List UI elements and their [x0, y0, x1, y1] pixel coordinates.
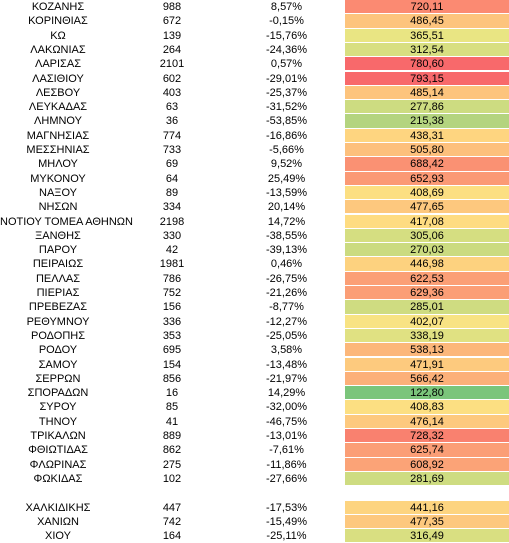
value-cell: 629,36: [345, 286, 509, 300]
region-name-cell: ΠΙΕΡΙΑΣ: [36, 287, 80, 299]
percent-change-cell: -17,53%: [266, 501, 307, 514]
percent-change-cell: -15,49%: [266, 515, 307, 528]
count-cell: 742: [162, 515, 182, 528]
value-cell: 728,32: [345, 429, 509, 443]
table-row: [0, 243, 509, 257]
percent-change-cell: -13,59%: [266, 186, 307, 199]
table-row: [0, 100, 509, 114]
table-row: [0, 14, 509, 28]
region-name-cell: ΤΗΝΟΥ: [38, 415, 78, 428]
count-cell: 695: [162, 344, 182, 357]
percent-change-cell: 25,49%: [267, 172, 306, 185]
count-cell: 164: [162, 530, 182, 543]
percent-change-cell: -31,52%: [266, 101, 307, 114]
table-row: [0, 157, 509, 171]
region-name-cell: ΠΑΡΟΥ: [38, 244, 78, 257]
percent-change-cell: -13,01%: [266, 430, 307, 442]
count-cell: 336: [162, 315, 182, 328]
value-cell: 608,92: [345, 458, 509, 472]
percent-change-cell: 0,46%: [270, 258, 303, 271]
region-name-cell: ΦΛΩΡΙΝΑΣ: [29, 458, 87, 471]
percent-change-cell: [228, 486, 345, 500]
table-row: [0, 215, 509, 229]
table-row: [0, 472, 509, 486]
count-cell: 154: [162, 358, 182, 371]
region-name-cell: ΣΑΜΟΥ: [38, 358, 78, 371]
region-name-cell: ΜΥΚΟΝΟΥ: [30, 172, 86, 185]
table-row: [0, 358, 509, 372]
region-name-cell: ΡΕΘΥΜΝΟΥ: [26, 315, 90, 328]
table-row: [0, 72, 509, 86]
table-row: [0, 315, 509, 329]
percent-change-cell: -39,13%: [266, 244, 307, 257]
value-cell: 365,51: [345, 29, 509, 43]
table-row: [0, 57, 509, 71]
percent-change-cell: -7,61%: [269, 444, 304, 457]
percent-change-cell: -8,77%: [269, 301, 304, 314]
value-cell: 277,86: [345, 100, 509, 114]
count-cell: 264: [162, 43, 182, 56]
table-row: [0, 29, 509, 43]
region-name-cell: ΧΑΝΙΩΝ: [37, 515, 79, 528]
percent-change-cell: -13,48%: [266, 358, 307, 371]
value-cell: 688,42: [345, 157, 509, 171]
region-name-cell: ΚΩ: [50, 29, 66, 42]
table-row: [0, 0, 509, 14]
value-cell: 338,19: [345, 329, 509, 343]
percent-change-cell: -29,01%: [266, 72, 307, 85]
percent-change-cell: -15,76%: [266, 29, 307, 42]
percent-change-cell: -24,36%: [266, 43, 307, 56]
percent-change-cell: -25,37%: [266, 86, 307, 99]
percent-change-cell: -32,00%: [266, 401, 307, 414]
count-cell: 330: [162, 229, 182, 242]
percent-change-cell: -53,85%: [266, 115, 307, 128]
value-cell: 438,31: [345, 129, 509, 143]
table-row: [0, 200, 509, 214]
count-cell: 602: [162, 72, 182, 85]
percent-change-cell: -21,26%: [266, 287, 307, 299]
value-cell: 486,45: [345, 14, 509, 28]
table-row: [0, 529, 509, 543]
count-cell: 988: [162, 1, 182, 13]
value-cell: 793,15: [345, 72, 509, 86]
count-cell: 447: [162, 501, 182, 514]
count-cell: 353: [162, 329, 182, 342]
region-name-cell: ΧΑΛΚΙΔΙΚΗΣ: [25, 501, 91, 514]
table-row: [0, 515, 509, 529]
table-row: [0, 486, 509, 500]
table-row: [0, 329, 509, 343]
value-cell: 316,49: [345, 529, 509, 543]
region-name-cell: ΛΗΜΝΟΥ: [34, 115, 82, 128]
value-cell: 215,38: [345, 114, 509, 128]
table-row: [0, 229, 509, 243]
region-name-cell: ΣΠΟΡΑΔΩΝ: [27, 387, 89, 400]
region-name-cell: ΣΥΡΟΥ: [39, 401, 77, 414]
count-cell: 856: [162, 372, 182, 385]
value-cell: 285,01: [345, 300, 509, 314]
percent-change-cell: -27,66%: [266, 472, 307, 485]
region-name-cell: ΡΟΔΟΠΗΣ: [30, 329, 86, 342]
percent-change-cell: -5,66%: [269, 144, 304, 156]
table-row: [0, 415, 509, 429]
percent-change-cell: -11,86%: [266, 458, 307, 471]
table-row: [0, 286, 509, 300]
region-name-cell: ΠΕΛΛΑΣ: [35, 272, 81, 285]
percent-change-cell: -0,15%: [269, 15, 304, 28]
value-cell: 305,06: [345, 229, 509, 243]
region-name-cell: ΡΟΔΟΥ: [38, 344, 78, 357]
table-row: [0, 429, 509, 443]
region-name-cell: ΤΡΙΚΑΛΩΝ: [30, 430, 86, 442]
value-cell: 281,69: [345, 472, 509, 486]
region-name-cell: ΧΙΟΥ: [45, 530, 71, 543]
count-cell: 16: [165, 387, 179, 400]
percent-change-cell: -25,11%: [266, 530, 307, 543]
percent-change-cell: -12,27%: [266, 315, 307, 328]
table-row: [0, 43, 509, 57]
percent-change-cell: 8,57%: [270, 1, 303, 13]
table-row: [0, 272, 509, 286]
table-row: [0, 372, 509, 386]
value-cell: 538,13: [345, 343, 509, 357]
value-cell: 471,91: [345, 358, 509, 372]
region-name-cell: ΜΗΛΟΥ: [38, 158, 78, 171]
table-row: [0, 386, 509, 400]
count-cell: 2101: [159, 58, 185, 71]
table-row: [0, 172, 509, 186]
region-name-cell: ΠΡΕΒΕΖΑΣ: [28, 301, 88, 314]
region-name-cell: ΝΑΞΟΥ: [39, 186, 77, 199]
count-cell: 41: [165, 415, 179, 428]
count-cell: 64: [165, 172, 179, 185]
value-cell: 408,83: [345, 400, 509, 414]
value-cell: 485,14: [345, 86, 509, 100]
region-name-cell: [0, 486, 116, 500]
percent-change-cell: -25,05%: [266, 329, 307, 342]
value-cell: 122,80: [345, 386, 509, 400]
count-cell: 156: [162, 301, 182, 314]
count-cell: 139: [162, 29, 182, 42]
count-cell: 1981: [159, 258, 185, 271]
region-name-cell: ΣΕΡΡΩΝ: [35, 372, 81, 385]
value-cell: 652,93: [345, 172, 509, 186]
table-row: [0, 458, 509, 472]
table-row: [0, 300, 509, 314]
region-name-cell: ΝΟΤΙΟΥ ΤΟΜΕΑ ΑΘΗΝΩΝ: [0, 215, 133, 228]
region-name-cell: ΛΕΥΚΑΔΑΣ: [28, 101, 88, 114]
percent-change-cell: -16,86%: [266, 129, 307, 142]
count-cell: 102: [162, 472, 182, 485]
percent-change-cell: -46,75%: [266, 415, 307, 428]
value-cell: 476,14: [345, 415, 509, 429]
table-row: [0, 129, 509, 143]
count-cell: 36: [165, 115, 179, 128]
value-cell: 477,35: [345, 515, 509, 529]
value-cell: 505,80: [345, 143, 509, 157]
percent-change-cell: 20,14%: [267, 201, 306, 214]
count-cell: 63: [165, 101, 179, 114]
count-cell: 403: [162, 86, 182, 99]
region-name-cell: ΦΘΙΩΤΙΔΑΣ: [28, 444, 88, 457]
value-cell: 417,08: [345, 215, 509, 229]
percent-change-cell: 9,52%: [270, 158, 303, 171]
region-name-cell: ΜΕΣΣΗΝΙΑΣ: [26, 144, 90, 156]
count-cell: 275: [162, 458, 182, 471]
count-cell: 752: [162, 287, 182, 299]
count-cell: 69: [165, 158, 179, 171]
region-name-cell: ΠΕΙΡΑΙΩΣ: [32, 258, 84, 271]
region-name-cell: ΜΑΓΝΗΣΙΑΣ: [26, 129, 90, 142]
count-cell: 2198: [159, 215, 185, 228]
region-name-cell: ΝΗΣΩΝ: [38, 201, 78, 214]
table-row: [0, 114, 509, 128]
value-cell: 402,07: [345, 315, 509, 329]
count-cell: 672: [162, 15, 182, 28]
table-row: [0, 257, 509, 271]
table-row: [0, 86, 509, 100]
value-cell: 441,16: [345, 501, 509, 515]
count-cell: 89: [165, 186, 179, 199]
percent-change-cell: 3,58%: [270, 344, 303, 357]
value-cell: 566,42: [345, 372, 509, 386]
percent-change-cell: 14,72%: [267, 215, 306, 228]
region-name-cell: ΦΩΚΙΔΑΣ: [33, 472, 83, 485]
value-cell: 622,53: [345, 272, 509, 286]
region-name-cell: ΚΟΖΑΝΗΣ: [31, 1, 85, 13]
value-cell: 625,74: [345, 443, 509, 457]
count-cell: 42: [165, 244, 179, 257]
table-row: [0, 443, 509, 457]
region-name-cell: ΛΕΣΒΟΥ: [35, 86, 81, 99]
count-cell: 889: [162, 430, 182, 442]
percent-change-cell: -26,75%: [266, 272, 307, 285]
value-cell: 477,65: [345, 200, 509, 214]
count-cell: 334: [162, 201, 182, 214]
table-row: [0, 186, 509, 200]
count-cell: 85: [165, 401, 179, 414]
value-cell: 780,60: [345, 57, 509, 71]
percent-change-cell: -38,55%: [266, 229, 307, 242]
percent-change-cell: 0,57%: [270, 58, 303, 71]
region-name-cell: ΚΟΡΙΝΘΙΑΣ: [28, 15, 88, 28]
value-cell: 720,11: [345, 0, 509, 14]
value-cell: 270,03: [345, 243, 509, 257]
region-name-cell: ΛΑΚΩΝΙΑΣ: [30, 43, 86, 56]
count-cell: 733: [162, 144, 182, 156]
count-cell: 774: [162, 129, 182, 142]
count-cell: 862: [162, 444, 182, 457]
region-name-cell: ΞΑΝΘΗΣ: [35, 229, 81, 242]
table-row: [0, 143, 509, 157]
count-cell: [116, 486, 228, 500]
table-row: [0, 501, 509, 515]
value-cell: 312,54: [345, 43, 509, 57]
percent-change-cell: -21,97%: [266, 372, 307, 385]
region-name-cell: ΛΑΡΙΣΑΣ: [34, 58, 81, 71]
percent-change-cell: 14,29%: [267, 387, 306, 400]
region-name-cell: ΛΑΣΙΘΙΟΥ: [32, 72, 84, 85]
value-cell: 446,98: [345, 257, 509, 271]
value-cell: 408,69: [345, 186, 509, 200]
table-row: [0, 400, 509, 414]
table-row: [0, 343, 509, 357]
value-cell: [345, 486, 509, 500]
count-cell: 786: [162, 272, 182, 285]
